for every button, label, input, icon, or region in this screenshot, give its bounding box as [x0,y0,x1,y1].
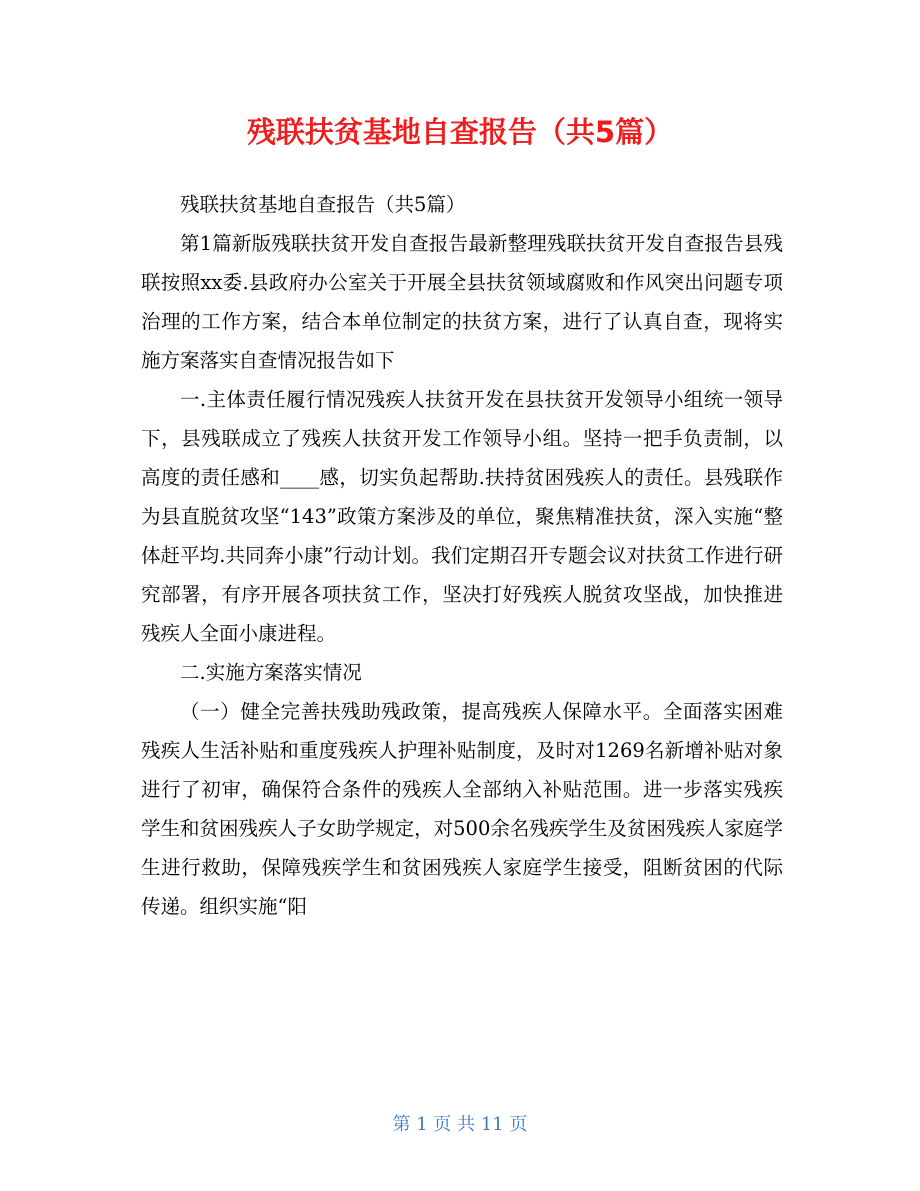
paragraph-subtitle: 残联扶贫基地自查报告（共5篇） [180,193,466,216]
paragraph-section-2-heading: 二.实施方案落实情况 [180,661,362,684]
page-number-footer: 第 1 页 共 11 页 [392,1114,528,1135]
document-title: 残联扶贫基地自查报告（共5篇） [246,115,674,149]
paragraph-intro: 第1篇新版残联扶贫开发自查报告最新整理残联扶贫开发自查报告县残联按照xx委.县政府办公室关于开展全县扶贫领域腐败和作风突出问题专项治理的工作方案，结合本单位制定的扶贫方案，进行了认真自查，现将实施方案落实自查情况报告如下 [141,232,783,372]
paragraph-section-2-1: （一）健全完善扶残助残政策，提高残疾人保障水平。全面落实困难残疾人生活补贴和重度残疾人护理补贴制度，及时对1269名新增补贴对象进行了初审，确保符合条件的残疾人全部纳入补贴范围。进一步落实残疾学生和贫困残疾人子女助学规定，对500余名残疾学生及贫困残疾人家庭学生进行救助，保障残疾学生和贫困残疾人家庭学生接受，阻断贫困的代际传递。组织实施“阳 [141,700,783,918]
paragraph-section-1: 一.主体责任履行情况残疾人扶贫开发在县扶贫开发领导小组统一领导下，县残联成立了残疾人扶贫开发工作领导小组。坚持一把手负责制，以高度的责任感和____感，切实负起帮助.扶持贫困残疾人的责任。县残联作为县直脱贫攻坚“143”政策方案涉及的单位，聚焦精准扶贫，深入实施“整体赶平均.共同奔小康”行动计划。我们定期召开专题会议对扶贫工作进行研究部署，有序开展各项扶贫工作，坚决打好残疾人脱贫攻坚战，加快推进残疾人全面小康进程。 [141,388,783,645]
document-body [141,185,783,926]
